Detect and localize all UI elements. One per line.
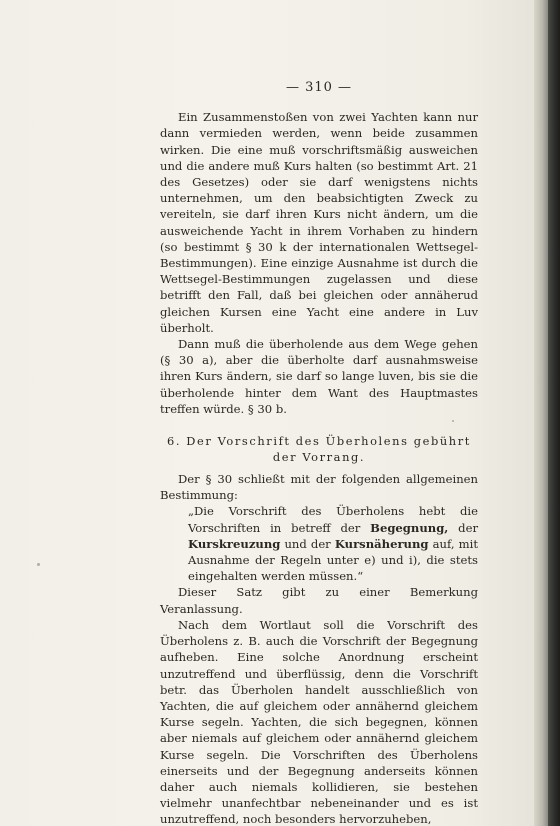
paragraph-analysis: Nach dem Wortlaut soll die Vorschrift des Überholens z. B. auch die Vorschrift der Begegnung aufheben. Eine solche Anordnung erscheint unzutreffend und überflüssig, denn die Vorschrift betr. das Überholen handelt ausschließlich von Yachten, die auf gleichem oder annähernd gleichem Kurse segeln. Yachten, die sich begegnen, können aber niemals auf gleichem oder annähernd gleichem Kurse segeln. Die Vorschriften des Überholens einerseits und der Begegnung anderseits können daher auch niemals kollidieren, sie bestehen vielmehr unanfechtbar nebeneinander und es ist unzutreffend, noch besonders hervorzuheben,	[160, 617, 478, 826]
book-spine-shadow	[548, 0, 560, 826]
quoted-rule	[188, 503, 478, 584]
section-heading: 6. Der Vorschrift des Überholens gebührt der Vorrang.	[167, 434, 471, 465]
quote-bold-begegnung: Begegnung,	[370, 520, 449, 535]
page-text-block	[160, 80, 478, 826]
paragraph-collision-rules: Ein Zusammenstoßen von zwei Yachten kann nur dann vermieden werden, wenn beide zusammen wirken. Die eine muß vorschriftsmäßig ausweichen und die andere muß Kurs halten (so bestimmt Art. 21 des Gesetzes) oder sie darf wenigstens nichts unternehmen, um den beabsichtigten Zweck zu vereiteln, sie darf ihren Kurs nicht ändern, um die ausweichende Yacht in ihrem Vorhaben zu hindern (so bestimmt § 30 k der internationalen Wettsegel-Bestimmungen). Eine einzige Ausnahme ist durch die Wettsegel-Bestimmungen zugelassen und diese betrifft den Fall, daß bei gleichen oder annäherud gleichen Kursen eine Yacht eine andere in Luv überholt.	[160, 110, 478, 335]
quote-text: „Die Vorschrift des Überholens hebt die Vorschriften in betreff der	[188, 504, 478, 535]
page-number: — 310 —	[285, 80, 353, 95]
paper-spot	[37, 563, 40, 566]
page-edge-shadow	[534, 0, 548, 826]
quote-text: und der	[280, 536, 335, 551]
paragraph-section-30: Der § 30 schließt mit der folgenden allgemeinen Bestimmung:	[160, 472, 478, 503]
paragraph-remark: Dieser Satz gibt zu einer Bemerkung Veranlassung.	[160, 585, 478, 616]
quote-bold-kurskreuzung: Kurskreuzung	[188, 536, 281, 551]
quote-bold-kursnaeherung: Kursnäherung	[334, 536, 429, 551]
quote-text: der	[448, 520, 478, 535]
paragraph-overtaking-exception: Dann muß die überholende aus dem Wege gehen (§ 30 a), aber die überholte darf ausnahmsweise ihren Kurs ändern, sie darf so lange luven, bis sie die überholende hinter dem Want des Hauptmastes treffen würde. § 30 b.	[160, 337, 478, 416]
quote-text: auf, mit Ausnahme der Regeln unter e) und i), die stets eingehalten werden müssen.“	[188, 536, 478, 584]
